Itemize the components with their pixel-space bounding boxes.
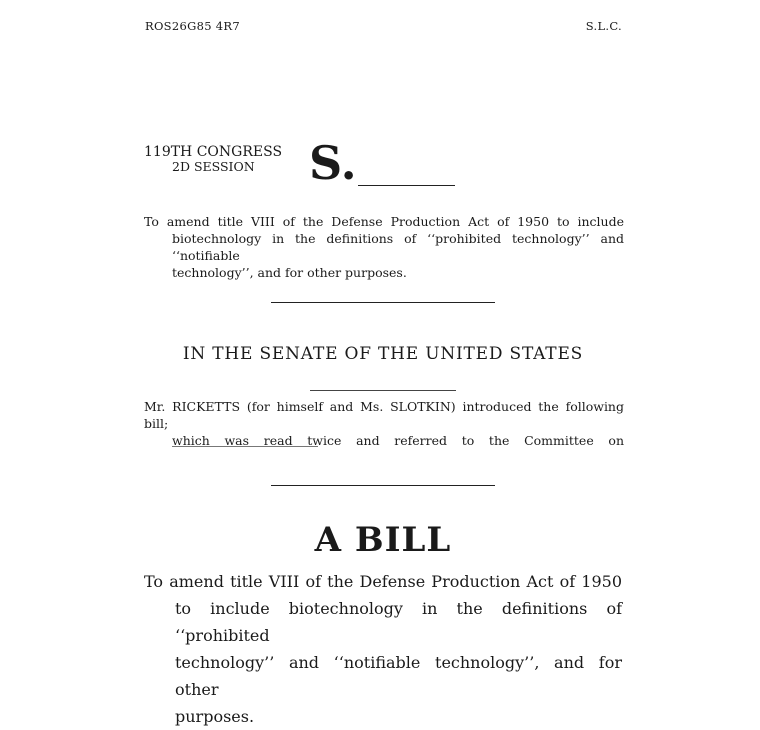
bill-number-blank	[358, 185, 455, 186]
purpose-line: technology’’ and ‘‘notifiable technology’’, and for other	[175, 653, 622, 699]
introduction-block	[144, 398, 624, 449]
purpose-block	[144, 568, 622, 730]
committee-blank	[172, 446, 318, 447]
title-line: To amend title VIII of the Defense Production Act of 1950 to include	[144, 214, 624, 229]
title-line: technology’’, and for other purposes.	[172, 265, 407, 280]
congress-label: 119TH CONGRESS	[144, 144, 283, 160]
introduction-line: Mr. RICKETTS (for himself and Ms. SLOTKIN) introduced the following bill;	[144, 399, 624, 431]
purpose-line: purposes.	[175, 707, 255, 726]
document-id: ROS26G85 4R7	[145, 19, 240, 33]
divider	[310, 390, 456, 391]
bill-heading: A BILL	[314, 520, 452, 560]
purpose-line: To amend title VIII of the Defense Production Act of 1950	[144, 572, 622, 591]
introduction-line: which was read twice and referred to the Committee on	[172, 433, 624, 448]
divider	[271, 485, 495, 486]
purpose-line: to include biotechnology in the definitions of ‘‘prohibited	[175, 599, 622, 645]
divider	[271, 302, 495, 303]
congress-number	[144, 144, 282, 160]
bill-prefix: S.	[309, 136, 357, 190]
chamber-heading: IN THE SENATE OF THE UNITED STATES	[182, 344, 584, 364]
title-block	[144, 213, 624, 281]
title-line: biotechnology in the definitions of ‘‘prohibited technology’’ and ‘‘notifiable	[172, 231, 624, 263]
session-label: 2D SESSION	[172, 159, 255, 174]
office-code: S.L.C.	[585, 19, 622, 33]
